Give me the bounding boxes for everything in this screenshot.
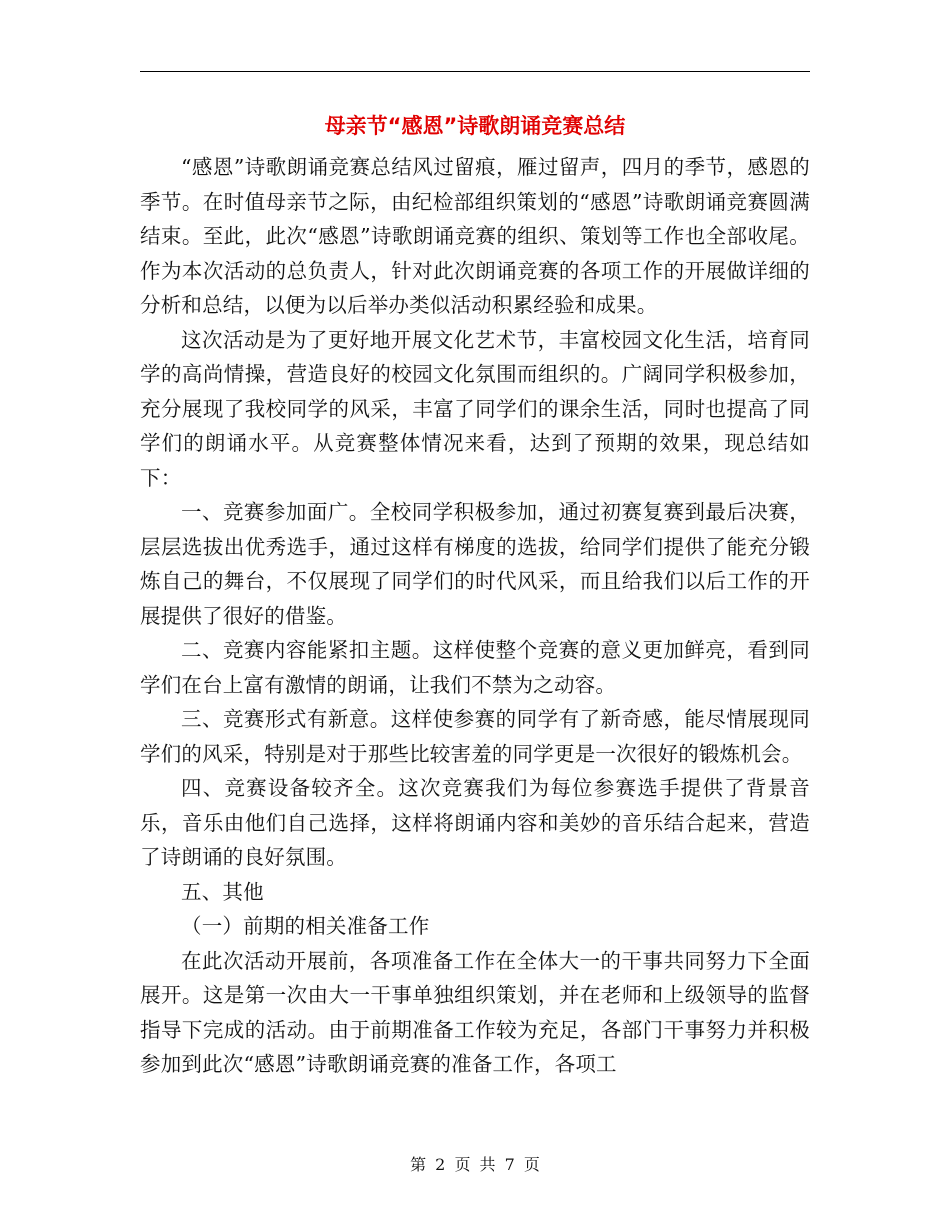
document-body — [140, 150, 810, 1082]
paragraph-point-1: 一、竞赛参加面广。全校同学积极参加，通过初赛复赛到最后决赛，层层选拔出优秀选手，通过这样有梯度的选拔，给同学们提供了能充分锻炼自己的舞台，不仅展现了同学们的时代风采，而且给我们以后工作的开展提供了很好的借鉴。 — [140, 500, 810, 628]
subsection-heading-preparation: （一）前期的相关准备工作 — [181, 914, 430, 938]
paragraph-point-4: 四、竞赛设备较齐全。这次竞赛我们为每位参赛选手提供了背景音乐，音乐由他们自己选择，这样将朗诵内容和美妙的音乐结合起来，营造了诗朗诵的良好氛围。 — [140, 776, 810, 869]
document-title: 母亲节“感恩”诗歌朗诵竞赛总结 — [324, 114, 626, 138]
paragraph-point-2: 二、竞赛内容能紧扣主题。这样使整个竞赛的意义更加鲜亮，看到同学们在台上富有激情的朗诵，让我们不禁为之动容。 — [140, 638, 810, 697]
paragraph-point-3: 三、竞赛形式有新意。这样使参赛的同学有了新奇感，能尽情展现同学们的风采，特别是对于那些比较害羞的同学更是一次很好的锻炼机会。 — [140, 707, 810, 766]
page-number-footer: 第 2 页 共 7 页 — [410, 1155, 540, 1174]
header-rule — [140, 71, 810, 72]
paragraph-preparation: 在此次活动开展前，各项准备工作在全体大一的干事共同努力下全面展开。这是第一次由大一干事单独组织策划，并在老师和上级领导的监督指导下完成的活动。由于前期准备工作较为充足，各部门干事努力并积极参加到此次“感恩”诗歌朗诵竞赛的准备工作，各项工 — [140, 948, 810, 1076]
paragraph-purpose: 这次活动是为了更好地开展文化艺术节，丰富校园文化生活，培育同学的高尚情操，营造良好的校园文化氛围而组织的。广阔同学积极参加，充分展现了我校同学的风采，丰富了同学们的课余生活，同时也提高了同学们的朗诵水平。从竞赛整体情况来看，达到了预期的效果，现总结如下： — [140, 327, 810, 490]
paragraph-intro: “感恩”诗歌朗诵竞赛总结风过留痕，雁过留声，四月的季节，感恩的季节。在时值母亲节之际，由纪检部组织策划的“感恩”诗歌朗诵竞赛圆满结束。至此，此次“感恩”诗歌朗诵竞赛的组织、策划等工作也全部收尾。作为本次活动的总负责人，针对此次朗诵竞赛的各项工作的开展做详细的分析和总结，以便为以后举办类似活动积累经验和成果。 — [140, 155, 810, 317]
section-heading-other: 五、其他 — [181, 879, 264, 904]
